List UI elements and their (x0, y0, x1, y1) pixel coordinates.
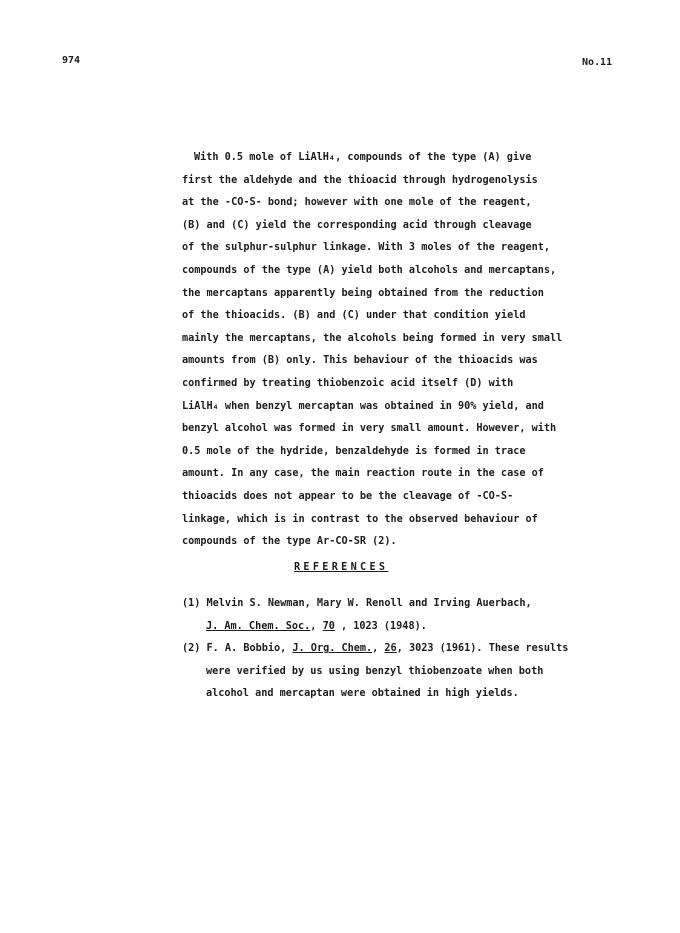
reference-2-journal: J. Org. Chem. (292, 643, 373, 655)
reference-1-line-1: (1) Melvin S. Newman, Mary W. Renoll and Irving Auerbach, (182, 598, 532, 609)
reference-2-line-3: alcohol and mercaptan were obtained in high yields. (206, 688, 519, 700)
body-line: LiAlH₄ when benzyl mercaptan was obtained in 90% yield, and (182, 400, 544, 412)
reference-1-sep: , (310, 620, 323, 632)
body-line: first the aldehyde and the thioacid through hydrogenolysis (182, 174, 538, 186)
body-line: of the thioacids. (B) and (C) under that condition yield (182, 310, 526, 322)
body-line: With 0.5 mole of LiAlH₄, compounds of the type (A) give (194, 152, 532, 163)
body-line: compounds of the type Ar-CO-SR (2). (182, 536, 397, 548)
reference-2-rest: , 3023 (1961). These results (396, 643, 569, 655)
body-line: linkage, which is in contrast to the observed behaviour of (182, 513, 538, 525)
body-line: thioacids does not appear to be the cleavage of -CO-S- (182, 490, 514, 502)
body-line: (B) and (C) yield the corresponding acid through cleavage (182, 219, 532, 231)
body-line: amounts from (B) only. This behaviour of the thioacids was (182, 355, 538, 367)
body-line: at the -CO-S- bond; however with one mole of the reagent, (182, 197, 532, 209)
body-line: of the sulphur-sulphur linkage. With 3 moles of the reagent, (182, 242, 551, 254)
reference-2-line-2: were verified by us using benzyl thiobenzoate when both (206, 665, 544, 677)
body-paragraph (182, 147, 602, 554)
reference-2-pre: (2) F. A. Bobbio, (182, 643, 293, 655)
reference-1-rest: , 1023 (1948). (334, 620, 427, 632)
page-number: 974 (62, 55, 81, 66)
issue-number: No.11 (582, 57, 613, 68)
references-list (182, 593, 622, 706)
reference-1-line-2 (182, 616, 622, 639)
reference-1-journal: J. Am. Chem. Soc. (206, 620, 311, 632)
body-line: compounds of the type (A) yield both alcohols and mercaptans, (182, 264, 557, 276)
body-line: amount. In any case, the main reaction route in the case of (182, 468, 544, 480)
body-line: confirmed by treating thiobenzoic acid itself (D) with (182, 377, 514, 389)
reference-2-sep: , (372, 643, 385, 655)
body-line: 0.5 mole of the hydride, benzaldehyde is formed in trace (182, 445, 526, 457)
body-line: benzyl alcohol was formed in very small amount. However, with (182, 423, 557, 435)
reference-2-line-1 (182, 638, 622, 661)
references-heading: REFERENCES (294, 562, 389, 573)
reference-2-volume: 26 (384, 643, 397, 655)
body-line: the mercaptans apparently being obtained from the reduction (182, 287, 544, 299)
reference-1-volume: 70 (322, 620, 335, 632)
body-line: mainly the mercaptans, the alcohols being formed in very small (182, 332, 563, 344)
